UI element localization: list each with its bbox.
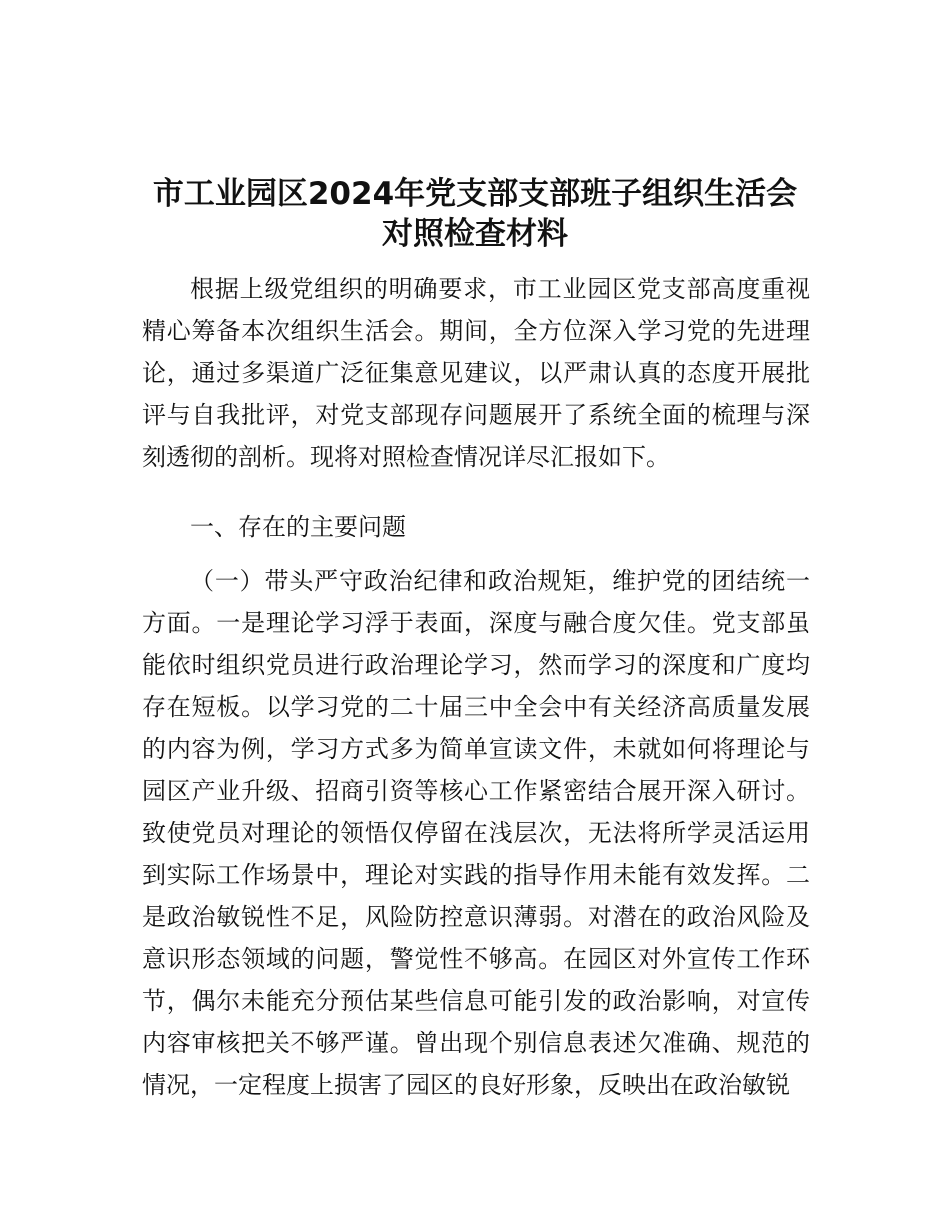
document-title-line1: 市工业园区2024年党支部支部班子组织生活会 <box>152 176 798 212</box>
document-body <box>142 268 810 1106</box>
document-title-line2: 对照检查材料 <box>382 216 568 252</box>
intro-paragraph: 根据上级党组织的明确要求，市工业园区党支部高度重视精心筹备本次组织生活会。期间，全方位深入学习党的先进理论，通过多渠道广泛征集意见建议，以严肃认真的态度开展批评与自我批评，对党支部现存问题展开了系统全面的梳理与深刻透彻的剖析。现将对照检查情况详尽汇报如下。 <box>142 275 810 471</box>
paragraph-gap <box>142 478 810 490</box>
section-paragraph: （一）带头严守政治纪律和政治规矩，维护党的团结统一方面。一是理论学习浮于表面，深度与融合度欠佳。党支部虽能依时组织党员进行政治理论学习，然而学习的深度和广度均存在短板。以学习党的二十届三中全会中有关经济高质量发展的内容为例，学习方式多为简单宣读文件，未就如何将理论与园区产业升级、招商引资等核心工作紧密结合展开深入研讨。致使党员对理论的领悟仅停留在浅层次，无法将所学灵活运用到实际工作场景中，理论对实践的指导作用未能有效发挥。二是政治敏锐性不足，风险防控意识薄弱。对潜在的政治风险及意识形态领域的问题，警觉性不够高。在园区对外宣传工作环节，偶尔未能充分预估某些信息可能引发的政治影响，对宣传内容审核把关不够严谨。曾出现个别信息表述欠准确、规范的情况，一定程度上损害了园区的良好形象，反映出在政治敏锐 <box>142 567 810 1099</box>
section-heading: 一、存在的主要问题 <box>190 513 406 541</box>
